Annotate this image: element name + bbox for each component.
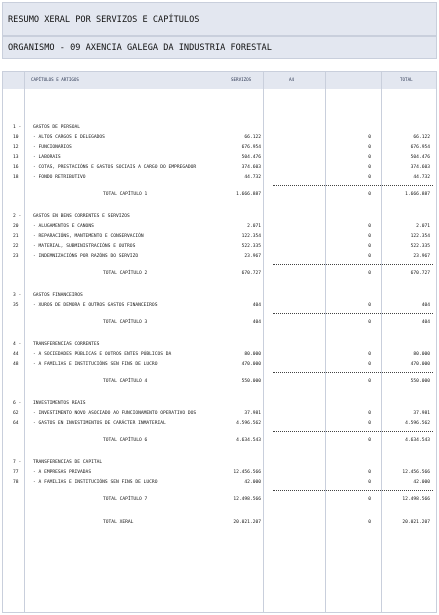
- subtotal-rule: [273, 490, 433, 491]
- row-total-amount: 1.666.887: [405, 192, 430, 197]
- row-a4-amount: 4.634.543: [236, 438, 261, 443]
- table-row: [3, 173, 436, 182]
- row-code: 3 -: [13, 293, 22, 298]
- row-a4-amount: 374.603: [241, 165, 261, 170]
- row-servizo-amount: 0: [368, 165, 371, 170]
- row-description: TOTAL CAPÍTULO 1: [103, 192, 148, 197]
- row-total-amount: 66.122: [413, 135, 430, 140]
- row-a4-amount: 12.456.566: [233, 470, 261, 475]
- table-row: [3, 409, 436, 418]
- row-description: TOTAL CAPÍTULO 3: [103, 320, 148, 325]
- chapter-total-row: [3, 436, 436, 445]
- table-row: [3, 350, 436, 359]
- row-description: TOTAL XERAL: [103, 520, 134, 525]
- row-servizo-amount: 0: [368, 155, 371, 160]
- row-total-amount: 470.000: [410, 362, 430, 367]
- row-a4-amount: 522.335: [241, 244, 261, 249]
- row-servizo-amount: 0: [368, 175, 371, 180]
- row-code: 62: [13, 411, 19, 416]
- row-code: 78: [13, 480, 19, 485]
- row-a4-amount: 1.666.887: [236, 192, 261, 197]
- row-a4-amount: 37.981: [244, 411, 261, 416]
- table-row: [3, 153, 436, 162]
- row-a4-amount: 404: [252, 303, 261, 308]
- row-a4-amount: 23.967: [244, 254, 261, 259]
- row-servizo-amount: 0: [368, 224, 371, 229]
- table-row: [3, 301, 436, 310]
- row-servizo-amount: 0: [368, 254, 371, 259]
- col-servizos: SERVIZOS: [231, 77, 252, 82]
- row-a4-amount: 550.000: [241, 379, 261, 384]
- row-code: 6 -: [13, 401, 22, 406]
- row-servizo-amount: 0: [368, 520, 371, 525]
- row-description: - INDEMNIZACIÓNS POR RAZÓNS DO SERVIZO: [33, 254, 139, 259]
- row-total-amount: 4.634.543: [405, 438, 430, 443]
- row-description: TOTAL CAPÍTULO 4: [103, 379, 148, 384]
- row-servizo-amount: 0: [368, 320, 371, 325]
- row-servizo-amount: 0: [368, 234, 371, 239]
- row-description: - COTAS, PRESTACIÓNS E GASTOS SOCIAIS A CARGO DO EMPREGADOR: [33, 165, 197, 170]
- row-description: - FUNCIONARIOS: [33, 145, 72, 150]
- row-description: - GASTOS EN INVESTIMENTOS DE CARÁCTER INMATERIAL: [33, 421, 166, 426]
- row-total-amount: 676.954: [410, 145, 430, 150]
- row-servizo-amount: 0: [368, 480, 371, 485]
- budget-table: [2, 71, 437, 613]
- row-description: - FONDO RETRIBUTIVO: [33, 175, 86, 180]
- row-total-amount: 504.476: [410, 155, 430, 160]
- row-description: - INVESTIMENTO NOVO ASOCIADO AO FUNCIONAMENTO OPERATIVO DOS: [33, 411, 197, 416]
- chapter-heading-row: [3, 123, 436, 132]
- row-total-amount: 23.967: [413, 254, 430, 259]
- col-a4: A4: [289, 77, 295, 82]
- row-a4-amount: 122.354: [241, 234, 261, 239]
- row-code: 48: [13, 362, 19, 367]
- row-code: 21: [13, 234, 19, 239]
- row-total-amount: 4.596.562: [405, 421, 430, 426]
- report-title-bar: [2, 2, 437, 36]
- row-total-amount: 404: [421, 303, 430, 308]
- col-capitulos: CAPÍTULOS E ARTIGOS: [31, 77, 79, 82]
- row-a4-amount: 42.000: [244, 480, 261, 485]
- grand-total-row: [3, 518, 436, 527]
- row-servizo-amount: 0: [368, 244, 371, 249]
- row-code: 20: [13, 224, 19, 229]
- row-total-amount: 44.732: [413, 175, 430, 180]
- row-description: - LABORAIS: [33, 155, 61, 160]
- row-code: 44: [13, 352, 19, 357]
- subtotal-rule: [273, 313, 433, 314]
- row-description: - MATERIAL, SUBMINISTRACIÓNS E OUTROS: [33, 244, 136, 249]
- table-row: [3, 232, 436, 241]
- row-a4-amount: 470.000: [241, 362, 261, 367]
- row-total-amount: 670.727: [410, 271, 430, 276]
- row-code: 35: [13, 303, 19, 308]
- row-total-amount: 12.456.566: [402, 470, 430, 475]
- row-description: - A EMPRESAS PRIVADAS: [33, 470, 92, 475]
- chapter-heading-row: [3, 399, 436, 408]
- chapter-heading-row: [3, 212, 436, 221]
- row-total-amount: 122.354: [410, 234, 430, 239]
- row-code: 12: [13, 145, 19, 150]
- chapter-heading-row: [3, 291, 436, 300]
- subtotal-rule: [273, 431, 433, 432]
- row-description: - XUROS DE DEMORA E OUTROS GASTOS FINANCEIROS: [33, 303, 158, 308]
- row-description: - ALTOS CARGOS E DELEGADOS: [33, 135, 105, 140]
- row-code: 22: [13, 244, 19, 249]
- row-code: 77: [13, 470, 19, 475]
- row-servizo-amount: 0: [368, 379, 371, 384]
- row-description: TOTAL CAPÍTULO 2: [103, 271, 148, 276]
- col-total: TOTAL: [400, 77, 413, 82]
- table-row: [3, 419, 436, 428]
- chapter-heading-row: [3, 458, 436, 467]
- row-total-amount: 550.000: [410, 379, 430, 384]
- table-row: [3, 478, 436, 487]
- row-description: - A FAMILIAS E INSTITUCIÓNS SEN FINS DE LUCRO: [33, 362, 158, 367]
- row-servizo-amount: 0: [368, 497, 371, 502]
- row-description: - REPARACIÓNS, MANTEMENTO E CONSERVACIÓN: [33, 234, 144, 239]
- table-row: [3, 242, 436, 251]
- row-servizo-amount: 0: [368, 421, 371, 426]
- row-a4-amount: 2.071: [247, 224, 261, 229]
- row-description: GASTOS DE PERSOAL: [33, 125, 81, 130]
- row-code: 16: [13, 165, 19, 170]
- table-row: [3, 468, 436, 477]
- chapter-total-row: [3, 190, 436, 199]
- row-servizo-amount: 0: [368, 362, 371, 367]
- row-servizo-amount: 0: [368, 352, 371, 357]
- row-servizo-amount: 0: [368, 135, 371, 140]
- row-code: 64: [13, 421, 19, 426]
- report-title: RESUMO XERAL POR SERVIZOS E CAPÍTULOS: [8, 15, 200, 25]
- organismo-bar: [2, 36, 437, 59]
- row-a4-amount: 676.954: [241, 145, 261, 150]
- row-code: 18: [13, 175, 19, 180]
- chapter-total-row: [3, 269, 436, 278]
- row-total-amount: 37.981: [413, 411, 430, 416]
- row-servizo-amount: 0: [368, 192, 371, 197]
- table-row: [3, 360, 436, 369]
- row-code: 7 -: [13, 460, 22, 465]
- table-row: [3, 163, 436, 172]
- chapter-heading-row: [3, 340, 436, 349]
- row-description: - ALUGAMENTOS E CANONS: [33, 224, 94, 229]
- table-row: [3, 222, 436, 231]
- row-total-amount: 80.000: [413, 352, 430, 357]
- row-total-amount: 374.603: [410, 165, 430, 170]
- row-description: - A SOCIEDADES PÚBLICAS E OUTROS ENTES PÚBLICOS DA: [33, 352, 172, 357]
- row-code: 10: [13, 135, 19, 140]
- row-description: TRANSFERENCIAS CORRENTES: [33, 342, 100, 347]
- row-servizo-amount: 0: [368, 411, 371, 416]
- row-description: GASTOS EN BENS CORRENTES E SERVIZOS: [33, 214, 130, 219]
- row-description: TOTAL CAPÍTULO 7: [103, 497, 148, 502]
- chapter-total-row: [3, 495, 436, 504]
- row-a4-amount: 80.000: [244, 352, 261, 357]
- row-code: 23: [13, 254, 19, 259]
- row-description: INVESTIMENTOS REAIS: [33, 401, 86, 406]
- row-code: 2 -: [13, 214, 22, 219]
- table-header: [3, 72, 436, 89]
- subtotal-rule: [273, 372, 433, 373]
- row-code: 4 -: [13, 342, 22, 347]
- row-description: GASTOS FINANCEIROS: [33, 293, 83, 298]
- row-code: 13: [13, 155, 19, 160]
- row-total-amount: 12.498.566: [402, 497, 430, 502]
- row-servizo-amount: 0: [368, 145, 371, 150]
- row-total-amount: 404: [421, 320, 430, 325]
- table-row: [3, 133, 436, 142]
- row-servizo-amount: 0: [368, 438, 371, 443]
- chapter-total-row: [3, 377, 436, 386]
- row-description: TOTAL CAPÍTULO 6: [103, 438, 148, 443]
- row-total-amount: 42.000: [413, 480, 430, 485]
- row-a4-amount: 66.122: [244, 135, 261, 140]
- table-row: [3, 143, 436, 152]
- row-description: TRANSFERENCIAS DE CAPITAL: [33, 460, 103, 465]
- table-row: [3, 252, 436, 261]
- row-total-amount: 20.021.207: [402, 520, 430, 525]
- chapter-total-row: [3, 318, 436, 327]
- row-total-amount: 2.071: [416, 224, 430, 229]
- row-a4-amount: 44.732: [244, 175, 261, 180]
- row-a4-amount: 404: [252, 320, 261, 325]
- row-code: 1 -: [13, 125, 22, 130]
- row-servizo-amount: 0: [368, 303, 371, 308]
- row-total-amount: 522.335: [410, 244, 430, 249]
- row-a4-amount: 12.498.566: [233, 497, 261, 502]
- row-a4-amount: 4.596.562: [236, 421, 261, 426]
- subtotal-rule: [273, 264, 433, 265]
- row-a4-amount: 504.476: [241, 155, 261, 160]
- subtotal-rule: [273, 185, 433, 186]
- row-servizo-amount: 0: [368, 271, 371, 276]
- row-servizo-amount: 0: [368, 470, 371, 475]
- organismo-label: ORGANISMO - 09 AXENCIA GALEGA DA INDUSTRIA FORESTAL: [8, 43, 272, 53]
- row-description: - A FAMILIAS E INSTITUCIÓNS SEN FINS DE LUCRO: [33, 480, 158, 485]
- row-a4-amount: 670.727: [241, 271, 261, 276]
- row-a4-amount: 20.021.207: [233, 520, 261, 525]
